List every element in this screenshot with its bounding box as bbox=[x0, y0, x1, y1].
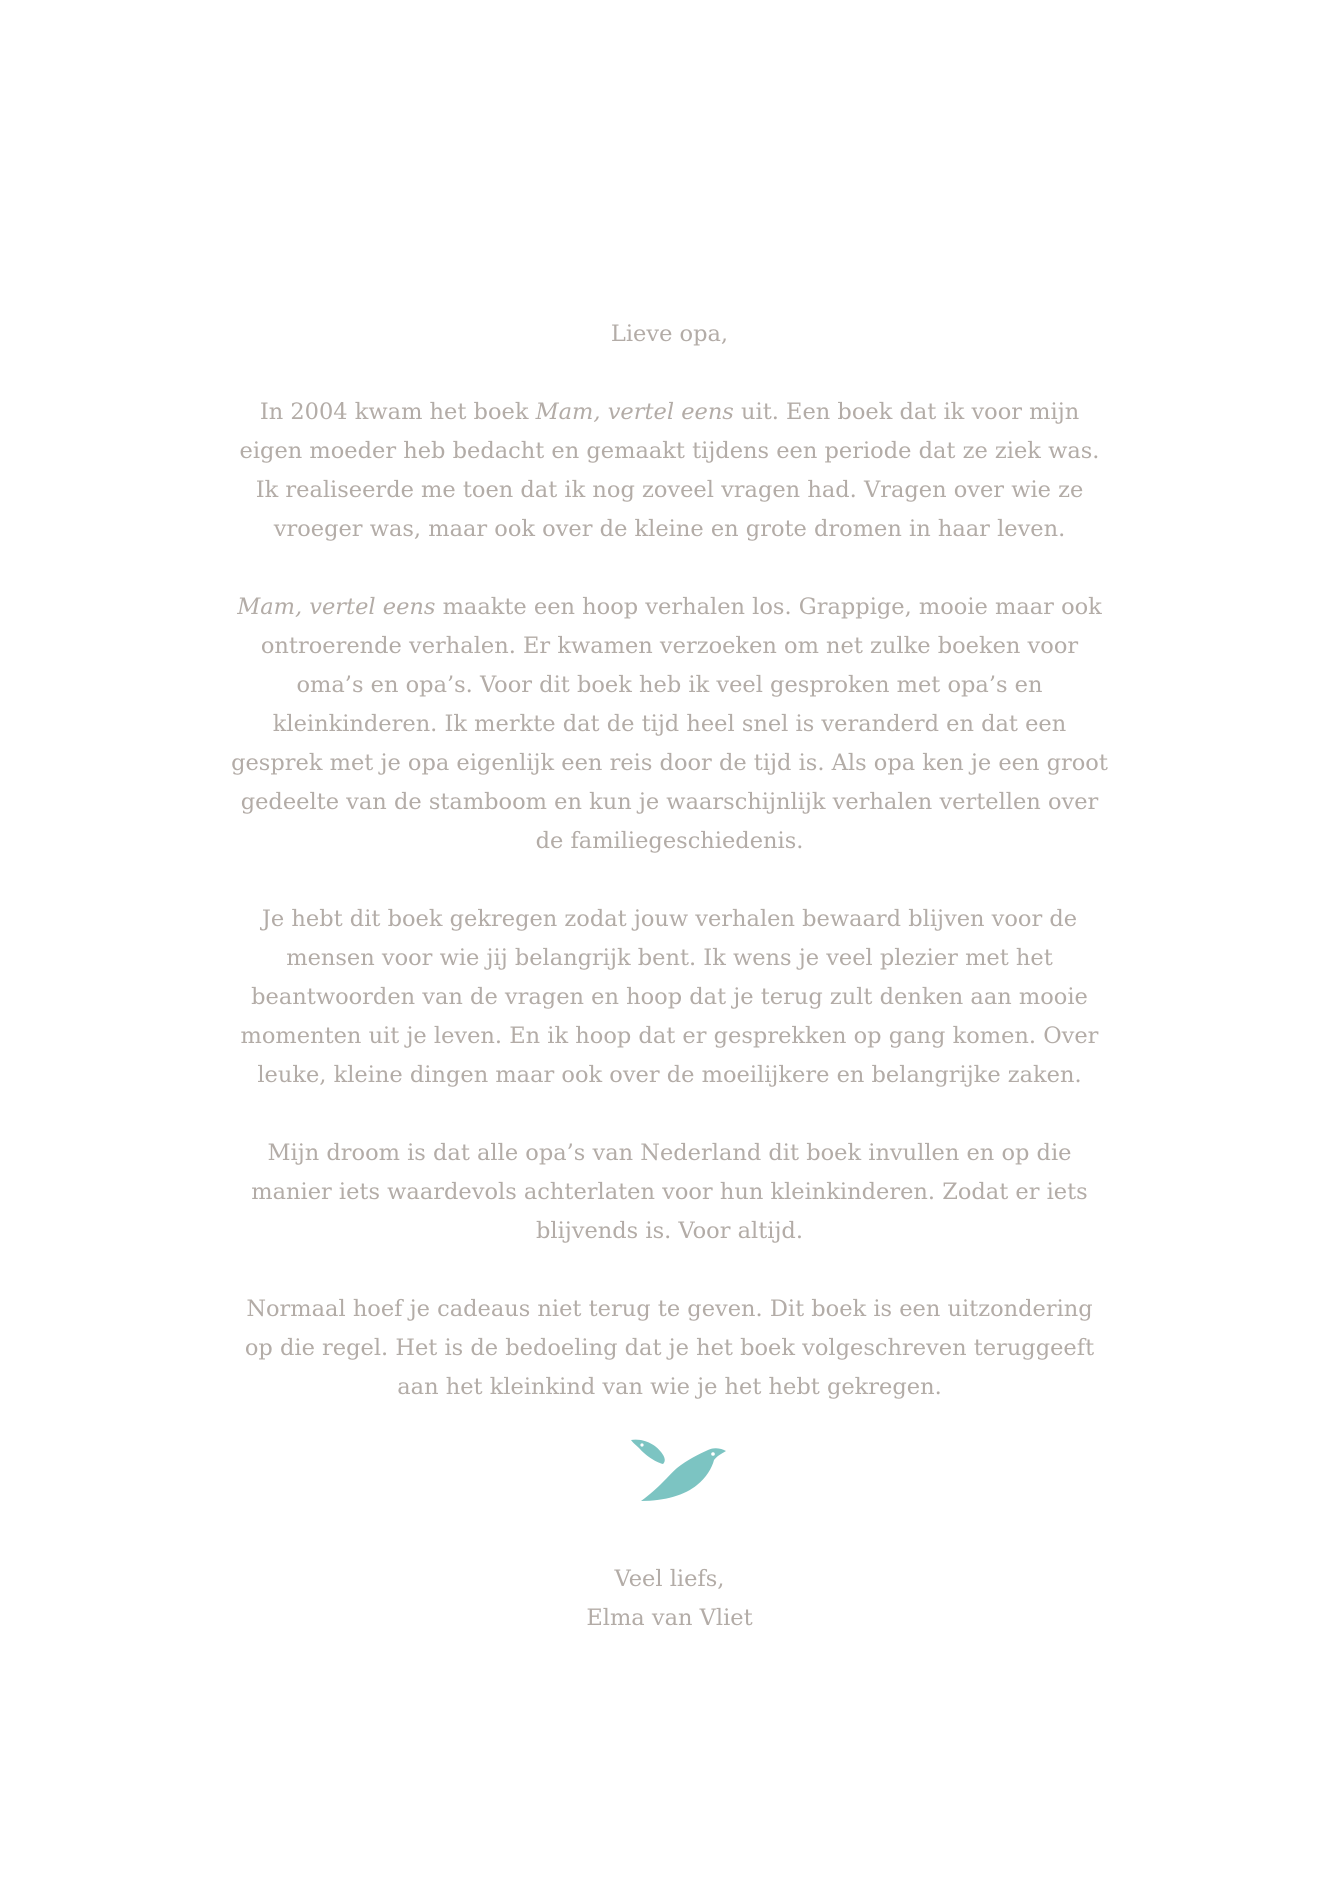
book-title: Mam, vertel eens bbox=[237, 594, 436, 620]
two-birds-icon bbox=[629, 1438, 729, 1502]
closing-line: Veel liefs, bbox=[614, 1566, 725, 1592]
paragraph-2-text: maakte een hoop verhalen los. Grappige, mooie maar ook ontroerende verhalen. Er kwamen verzoeken om net zulke boeken voor oma’s en opa’s. Voor dit boek heb ik veel gesproken met opa’s en kleinkinderen. Ik merkte dat de tijd heel snel is veranderd en dat een gesprek met je opa eigenlijk een reis door de tijd is. Als opa ken je een groot gedeelte van de stamboom en kun je waarschijnlijk verhalen vertellen over de familiegeschiedenis. bbox=[231, 594, 1108, 854]
paragraph-2 bbox=[230, 588, 1109, 861]
paragraph-1-intro: In 2004 kwam het boek bbox=[259, 399, 536, 425]
letter-greeting: Lieve opa, bbox=[610, 321, 729, 347]
signature-name: Elma van Vliet bbox=[586, 1605, 753, 1631]
large-bird-eye bbox=[711, 1452, 715, 1456]
paragraph-3: Je hebt dit boek gekregen zodat jouw verhalen bewaard blijven voor de mensen voor wie jij belangrijk bent. Ik wens je veel plezier met het beantwoorden van de vragen en hoop dat je terug zult denken aan mooie momenten uit je leven. En ik hoop dat er gesprekken op gang komen. Over leuke, kleine dingen maar ook over de moeilijkere en belangrijke zaken. bbox=[240, 906, 1099, 1088]
small-bird-eye bbox=[640, 1443, 643, 1446]
paragraph-5: Normaal hoef je cadeaus niet terug te geven. Dit boek is een uitzondering op die regel. Het is de bedoeling dat je het boek volgeschreven teruggeeft aan het kleinkind van wie je het hebt gekregen. bbox=[244, 1296, 1095, 1400]
paragraph-4: Mijn droom is dat alle opa’s van Nederland dit boek invullen en op die manier iets waardevols achterlaten voor hun kleinkinderen. Zodat er iets blijvends is. Voor altijd. bbox=[251, 1140, 1088, 1244]
letter-body bbox=[230, 315, 1109, 1446]
letter-closing bbox=[230, 1560, 1109, 1638]
book-title: Mam, vertel eens bbox=[535, 399, 734, 425]
paragraph-1 bbox=[230, 393, 1109, 549]
small-bird-shape bbox=[631, 1440, 665, 1464]
paragraph-1-text: uit. Een boek dat ik voor mijn eigen moeder heb bedacht en gemaakt tijdens een periode dat ze ziek was. Ik realiseerde me toen dat ik nog zoveel vragen had. Vragen over wie ze vroeger was, maar ook over de kleine en grote dromen in haar leven. bbox=[239, 399, 1100, 542]
